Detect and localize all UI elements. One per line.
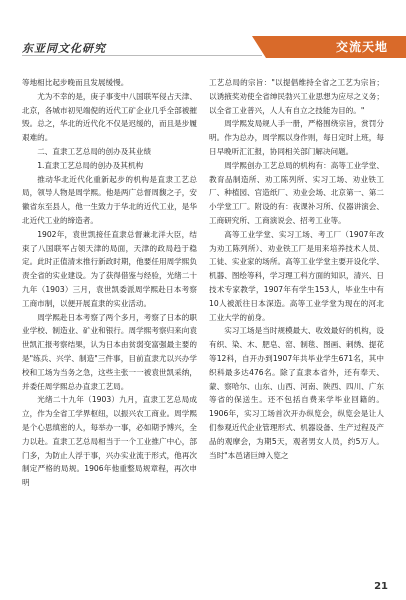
section-name: 交流天地	[335, 40, 388, 54]
page-header	[0, 0, 406, 58]
left-column	[22, 76, 197, 490]
paragraph: 周学熙创办工艺总局的机构有：高等工业学堂、教育品制造所、劝工陈列所、实习工场、劝业铁工厂、种植园、官造纸厂、劝业会场、北京第一、第二小学堂工厂。附设的有：夜课补习所、仪器讲演会、工商研究所、工商演说会、招考工业等。	[209, 160, 384, 225]
section-heading: 二、直隶工艺总局的创办及其业绩	[37, 146, 152, 156]
paragraph: 周学熙赴日本考察了两个多月，考察了日本的职业学校、制造业、矿业和银行。周学熙考察归来向袁世凯汇报考察结果，认为日本由贫弱变富强最主要的是"练兵、兴学、制造"三件事，目前直隶尤以兴办学校和工场为当务之急，这些主张一一被袁世凯采纳，并委任周学熙总办直隶工艺局。	[22, 312, 197, 391]
header-rule	[22, 55, 262, 56]
paragraph: 周学熙发局规人手一册，严格围绕宗旨，赏罚分明。作为总办，周学熙以身作则，每日定时上班，每日早晚听汇汇报，协同相关部门解决问题。	[209, 119, 384, 156]
paragraph: 1902年，袁世凯接任直隶总督兼北洋大臣，结束了八国联军占领天津的局面，天津的政局趋于稳定。此时正值清末推行新政时期，他要任用周学熙负责全省的实业建设。为了获得借鉴与经验，光绪二十九年（1903）三月，袁世凯委派周学熙赴日本考察工商市制，以便开展直隶的实业活动。	[22, 229, 197, 308]
paragraph: 等地相比起步晚而且发展缓慢。	[22, 78, 129, 87]
subsection-heading: 1.直隶工艺总局的创办及其机构	[37, 160, 144, 170]
right-column	[209, 76, 384, 462]
page-number: 21	[374, 581, 388, 592]
paragraph: 实习工场是当时规模最大、收效最好的机构，设有织、染、木、肥皂、窑、制毯、图画、刺绣、提花等12科，自开办到1907年共毕业学生671名，其中织科最多达476名。除了直隶本省外，还有奉天、蒙、察哈尔、山东、山西、河南、陕西、四川、广东等省的保送生。还不包括自费来学毕业回籍的。1906年，实习工场首次开办纵览会，纵览会是让人们参观近代企业管理形式、机器设备、生产过程及产品的观摩会，为期5天，观者男女人员，约5万人。当时"本邑诸巨绅入览之	[209, 326, 384, 460]
journal-title: 东亚同文化研究	[22, 42, 106, 55]
paragraph: 光绪二十九年（1903）九月，直隶工艺总局成立，作为全省工学界枢纽，以振兴农工商业。周学熙是个心思缜密的人，每举办一事，必如期予博兴，全力以赴。直隶工艺总局相当于一个工业推广中心，部门多，为防止人浮于事，兴办实业流于形式，他再次制定严格的局规。1906年他重整局规章程，再次申明	[22, 395, 197, 488]
paragraph: 高等工业学堂、实习工场、考工厂（1907年改为劝工陈列所）、劝业铁工厂是用来培养技术人员、工徒、实业家的场所。高等工业学堂主要开设化学、机器、图绘等科，学习理工科方面的知识，清兴、日技术专家教学，1907年有学生153人，毕业生中有10人被派往日本深造。高等工业学堂为现在的河北工业大学的前身。	[209, 229, 384, 322]
paragraph: 尤为不幸的是，庚子事变中八国联军侵占天津、北京，各城市初见端倪的近代工矿企业几乎全部被摧毁。总之，华北的近代化不仅是迟缓的，而且是步履艰难的。	[22, 91, 197, 143]
paragraph: 推动华北近代化重新起步的机构是直隶工艺总局，领导人物是周学熙。他是两广总督周馥之子，安徽省东至县人，他一生致力于华北的近代工业，是华北近代工业的缔造者。	[22, 174, 197, 225]
paragraph: 工艺总局的宗旨："以提倡维持全省之工艺为宗旨；以诱掖奖劝使全省绅民勃兴工业思想为应尽之义务；以全省工业普兴，人人有自立之技能为目的。"	[209, 78, 384, 115]
